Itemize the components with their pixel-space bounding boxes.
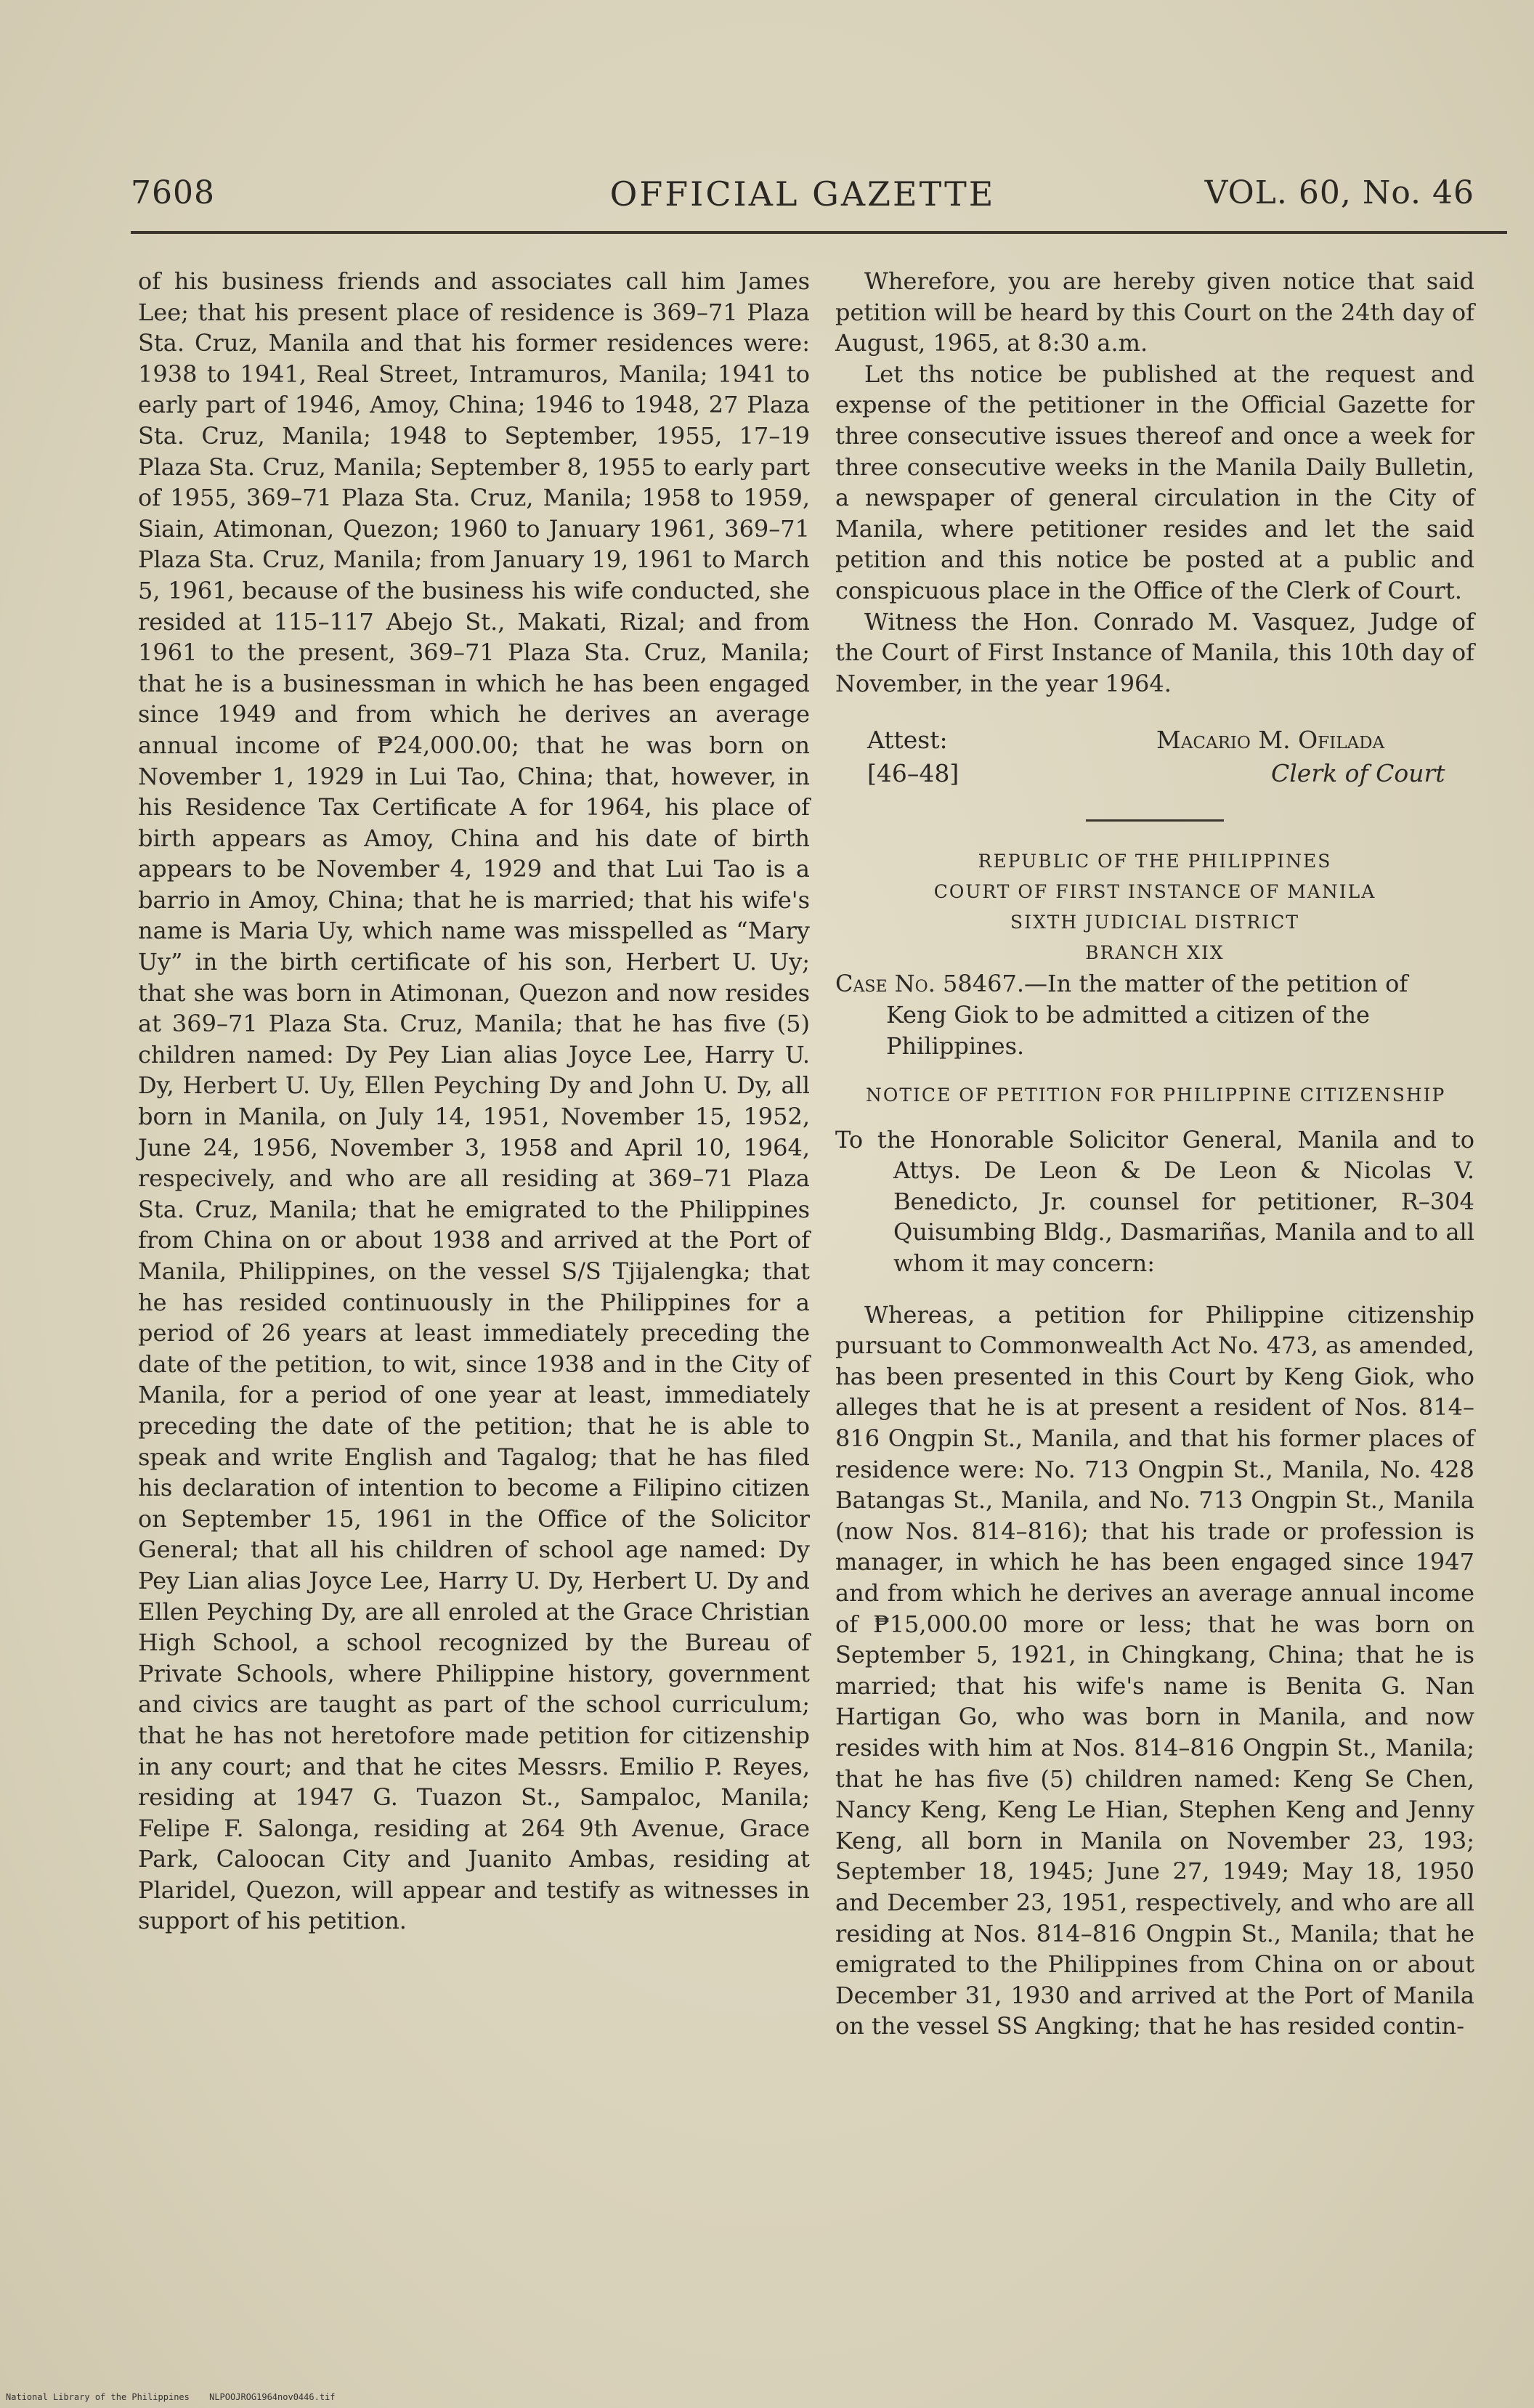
- page-number: 7608: [131, 174, 215, 211]
- page-header: [131, 174, 1474, 218]
- publication-order: Let ths notice be published at the request and expense of the petitioner in the Official Gazette for three consecutive issues thereof and once a week for three consecutive weeks in the Manila Daily Bulletin, a newspaper of general circulation in the City of Manila, where petitioner resides and let the said petition and this notice be posted at a public and conspicuous place in the Office of the Clerk of Court.: [835, 360, 1474, 604]
- case-description: —In the matter of the petition of Keng Giok to be admitted a citizen of the Philippines.: [886, 970, 1408, 1060]
- clerk-title: Clerk of Court: [1271, 759, 1445, 788]
- clerk-name: Macario M. Ofilada: [1156, 726, 1385, 755]
- library-credit: National Library of the Philippines: [6, 2392, 190, 2402]
- section-divider: [1086, 819, 1224, 822]
- witness-clause: Witness the Hon. Conrado M. Vasquez, Judge of the Court of First Instance of Manila, this 10th day of November, in the year 1964.: [835, 607, 1474, 697]
- hearing-notice: Wherefore, you are hereby given notice that said petition will be heard by this Court on the 24th day of August, 1965, at 8:30 a.m.: [835, 267, 1474, 357]
- scan-footer: [6, 2392, 350, 2402]
- whereas-paragraph: Whereas, a petition for Philippine citizenship pursuant to Commonwealth Act No. 473, as amended, has been presented in this Court by Keng Giok, who alleges that he is at present a resident of Nos. 814–816 Ongpin St., Manila, and that his former places of residence were: No. 713 Ongpin St., Manila, No. 428 Batangas St., Manila, and No. 713 Ongpin St., Manila (now Nos. 814–816); that his trade or profession is manager, in which he has been engaged since 1947 and from which he derives an average annual income of ₱15,000.00 more or less; that he was born on September 5, 1921, in Chingkang, China; that he is married; that his wife's name is Benita G. Nan Hartigan Go, who was born in Manila, and now resides with him at Nos. 814–816 Ongpin St., Manila; that he has five (5) children named: Keng Se Chen, Nancy Keng, Keng Le Hian, Stephen Keng and Jenny Keng, all born in Manila on November 23, 193; September 18, 1945; June 27, 1949; May 18, 1950 and December 23, 1951, respectively, and who are all residing at Nos. 814–816 Ongpin St., Manila; that he emigrated to the Philippines from China on or about December 31, 1930 and arrived at the Port of Manila on the vessel SS Angking; that he has resided contin-: [835, 1300, 1474, 2040]
- file-name: NLPOOJROG1964nov0446.tif: [209, 2392, 336, 2402]
- volume-number: VOL. 60, No. 46: [1204, 174, 1474, 211]
- petition-continuation: of his business friends and associates call him James Lee; that his present place of residence is 369–71 Plaza Sta. Cruz, Manila and that his former residences were: 1938 to 1941, Real Street, Intramuros, Manila; 1941 to early part of 1946, Amoy, China; 1946 to 1948, 27 Plaza Sta. Cruz, Manila; 1948 to September, 1955, 17–19 Plaza Sta. Cruz, Manila; September 8, 1955 to early part of 1955, 369–71 Plaza Sta. Cruz, Manila; 1958 to 1959, Siain, Atimonan, Quezon; 1960 to January 1961, 369–71 Plaza Sta. Cruz, Manila; from January 19, 1961 to March 5, 1961, because of the business his wife conducted, she resided at 115–117 Abejo St., Makati, Rizal; and from 1961 to the present, 369–71 Plaza Sta. Cruz, Manila; that he is a businessman in which he has been engaged since 1949 and from which he derives an average annual income of ₱24,000.00; that he was born on November 1, 1929 in Lui Tao, China; that, however, in his Residence Tax Certificate A for 1964, his place of birth appears as Amoy, China and his date of birth appears to be November 4, 1929 and that Lui Tao is a barrio in Amoy, China; that he is married; that his wife's name is Maria Uy, which name was misspelled as “Mary Uy” in the birth certificate of his son, Herbert U. Uy; that she was born in Atimonan, Quezon and now resides at 369–71 Plaza Sta. Cruz, Manila; that he has five (5) children named: Dy Pey Lian alias Joyce Lee, Harry U. Dy, Herbert U. Uy, Ellen Peyching Dy and John U. Dy, all born in Manila, on July 14, 1951, November 15, 1952, June 24, 1956, November 3, 1958 and April 10, 1964, respecively, and who are all residing at 369–71 Plaza Sta. Cruz, Manila; that he emigrated to the Philippines from China on or about 1938 and arrived at the Port of Manila, Philippines, on the vessel S/S Tjijalengka; that he has resided continuously in the Philippines for a period of 26 years at least immediately preceding the date of the petition, to wit, since 1938 and in the City of Manila, for a period of one year at least, immediately preceding the date of the petition; that he is able to speak and write English and Tagalog; that he has filed his declaration of intention to become a Filipino citizen on September 15, 1961 in the Office of the Solicitor General; that all his children of school age named: Dy Pey Lian alias Joyce Lee, Harry U. Dy, Herbert U. Dy and Ellen Peyching Dy, are all enroled at the Grace Christian High School, a school recognized by the Bureau of Private Schools, where Philippine history, government and civics are taught as part of the school curriculum; that he has not heretofore made petition for citizenship in any court; and that he cites Messrs. Emilio P. Reyes, residing at 1947 G. Tuazon St., Sampaloc, Manila; Felipe F. Salonga, residing at 264 9th Avenue, Grace Park, Caloocan City and Juanito Ambas, residing at Plaridel, Quezon, will appear and testify as witnesses in support of his petition.: [138, 267, 811, 1935]
- caption-line: BRANCH XIX: [1085, 942, 1225, 964]
- case-title: [835, 968, 1474, 1061]
- issue-reference: [46–48]: [867, 759, 959, 788]
- right-column: [835, 266, 1474, 2042]
- caption-line: REPUBLIC OF THE PHILIPPINES: [978, 851, 1332, 872]
- attest-label: Attest:: [867, 726, 948, 755]
- court-caption: [835, 846, 1474, 968]
- caption-line: SIXTH JUDICIAL DISTRICT: [1010, 912, 1300, 933]
- header-rule: [131, 231, 1507, 234]
- case-number: Case No. 58467.: [835, 970, 1025, 998]
- gazette-title: OFFICIAL GAZETTE: [609, 174, 996, 214]
- left-column: [138, 266, 810, 1937]
- attestation-block: [835, 723, 1474, 790]
- notice-heading: NOTICE OF PETITION FOR PHILIPPINE CITIZENSHIP: [866, 1085, 1446, 1106]
- notice-address: To the Honorable Solicitor General, Manila and to Attys. De Leon & De Leon & Nicolas V. Benedicto, Jr. counsel for petitioner, R–304 Quisumbing Bldg., Dasmariñas, Manila and to all whom it may concern:: [835, 1125, 1474, 1278]
- caption-line: COURT OF FIRST INSTANCE OF MANILA: [933, 881, 1376, 903]
